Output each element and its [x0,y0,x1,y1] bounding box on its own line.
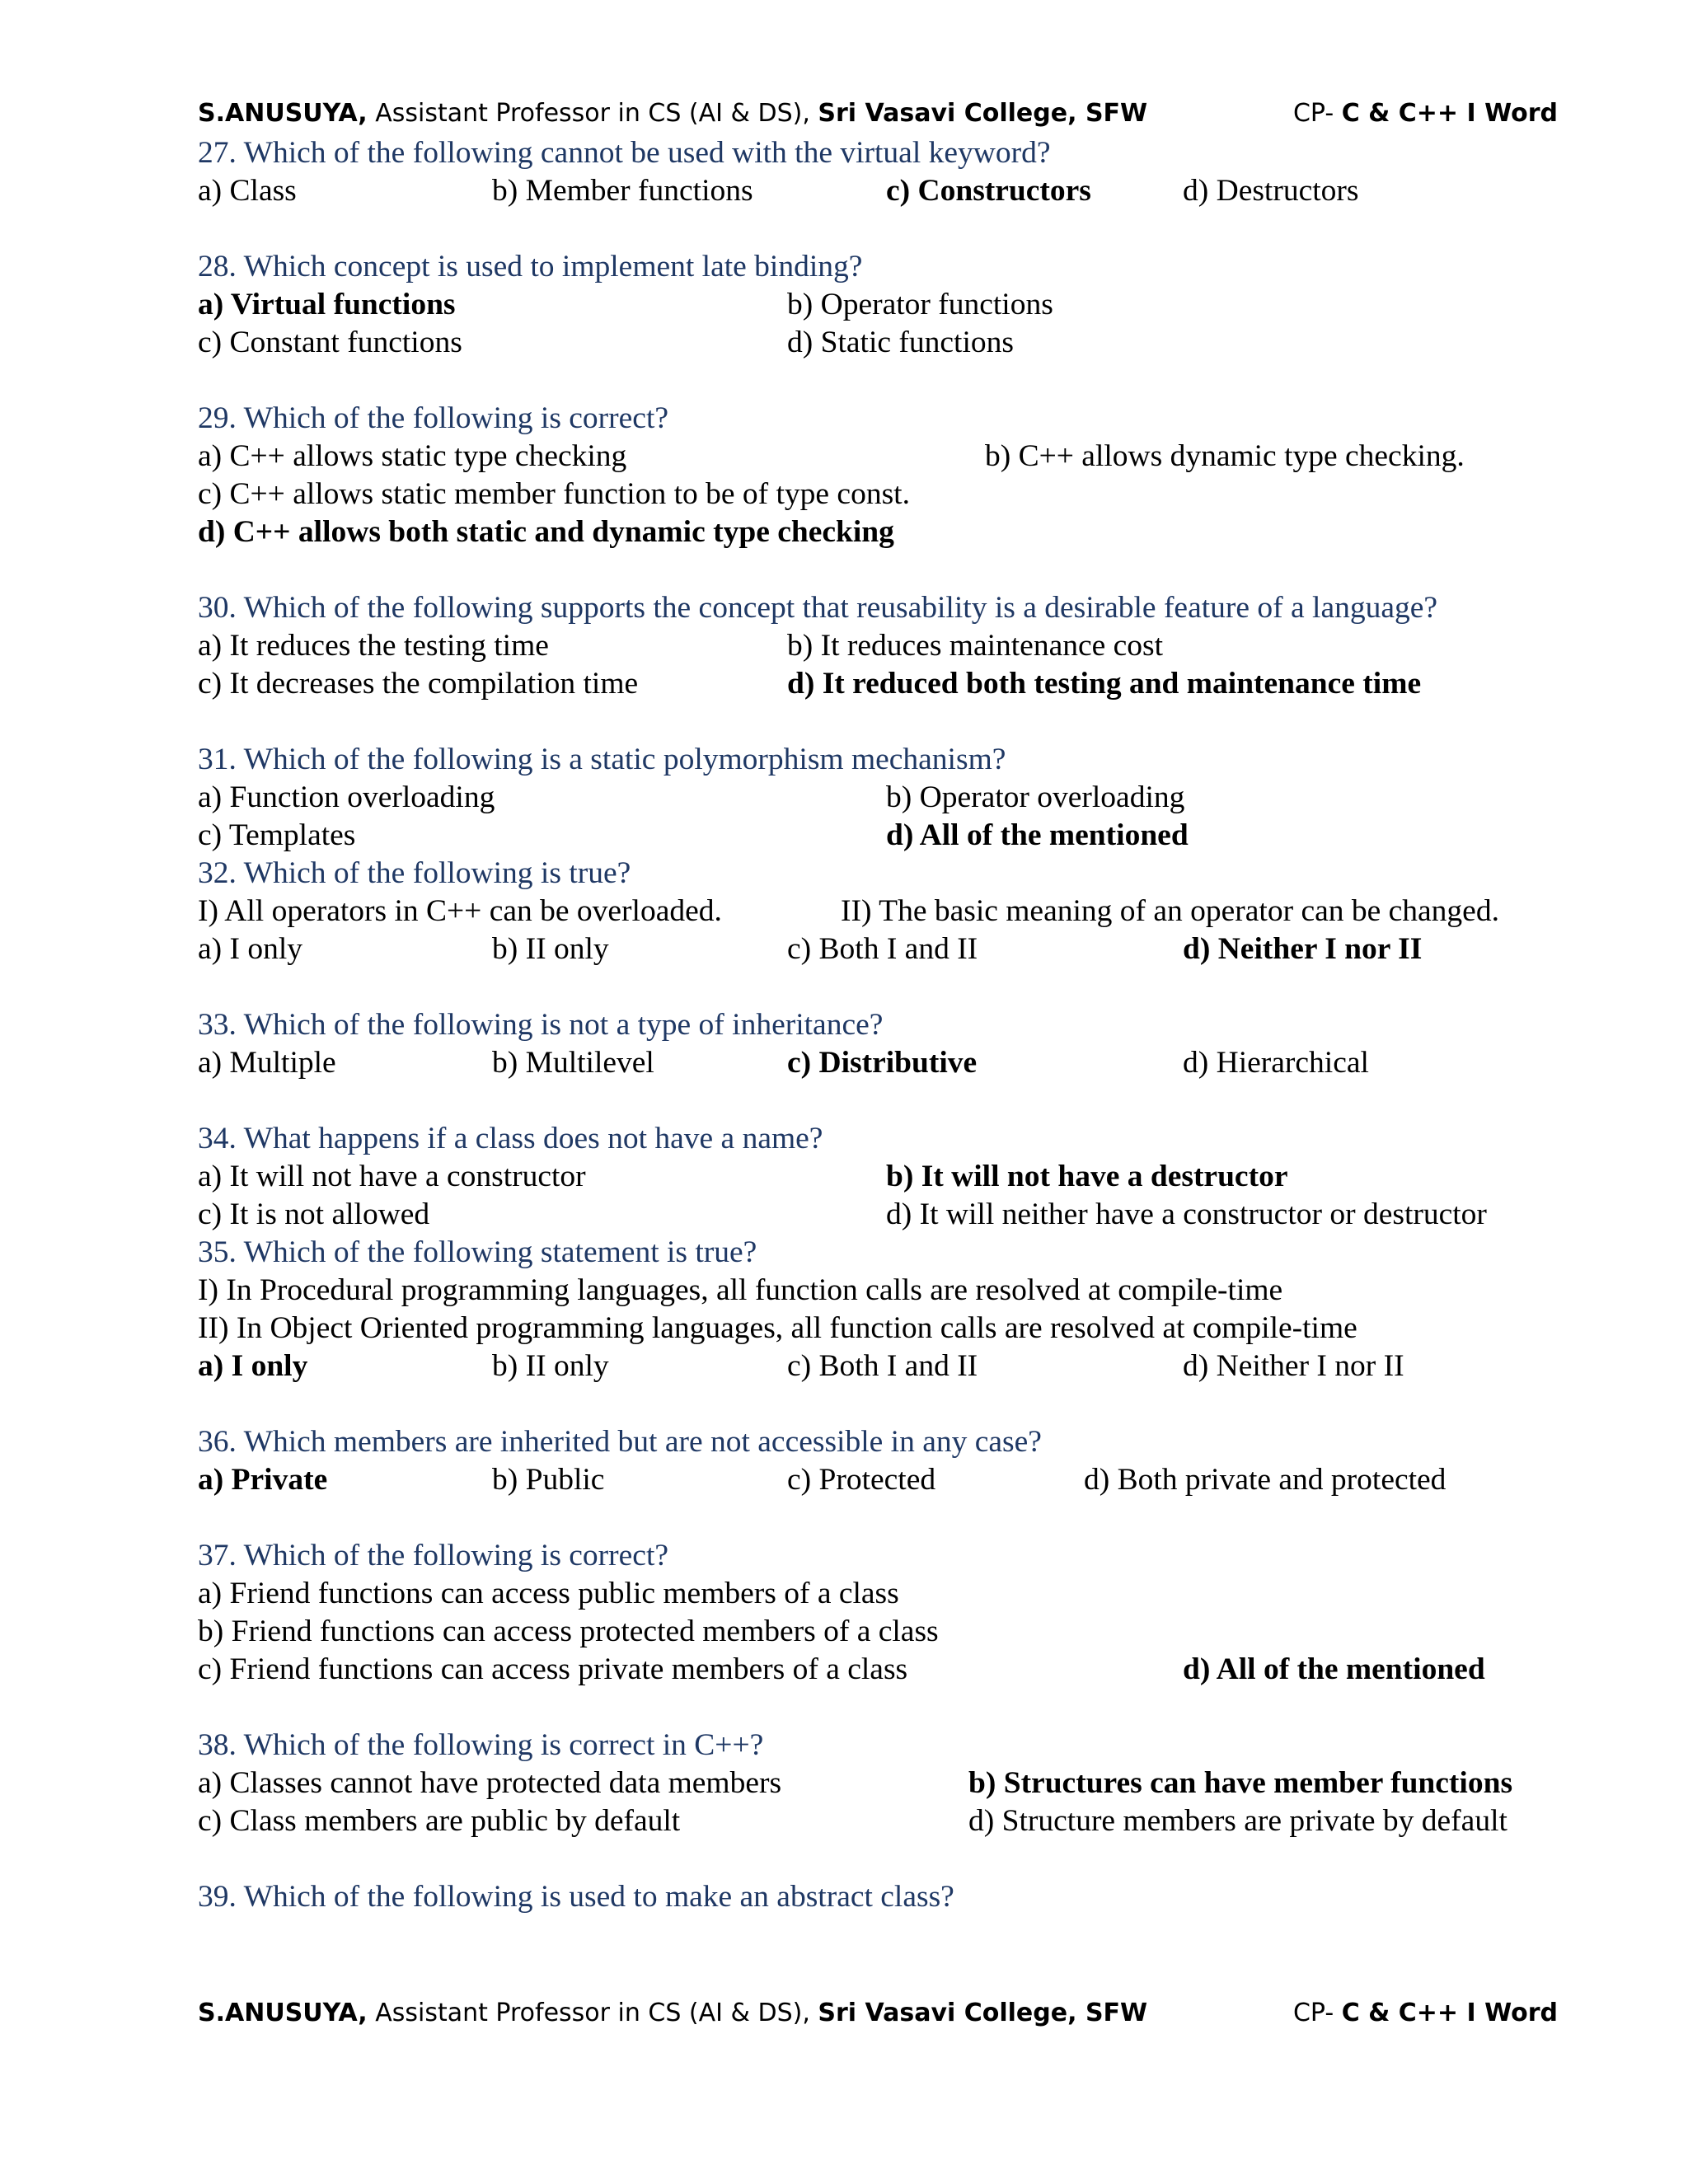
option-a: a) Function overloading [198,780,495,814]
option-d: d) Both private and protected [1084,1463,1447,1497]
question-27: 27. Which of the following cannot be used with the virtual keyword? [198,136,1051,170]
question-35: 35. Which of the following statement is true? [198,1235,757,1269]
option-c: c) It decreases the compilation time [198,667,639,701]
option-c: c) Friend functions can access private members of a class [198,1652,908,1686]
question-31: 31. Which of the following is a static polymorphism mechanism? [198,743,1006,776]
option-d-answer: d) All of the mentioned [886,818,1189,852]
statement-1: I) All operators in C++ can be overloaded. [198,894,722,928]
option-c: c) Both I and II [787,932,978,966]
question-39: 39. Which of the following is used to make an abstract class? [198,1880,954,1914]
option-c: c) Protected [787,1463,936,1497]
question-38: 38. Which of the following is correct in C++? [198,1728,764,1762]
option-b: b) C++ allows dynamic type checking. [985,439,1465,473]
option-c-answer: c) Distributive [787,1046,978,1080]
option-b-answer: b) It will not have a destructor [886,1160,1288,1193]
option-a: a) I only [198,932,303,966]
statement-1: I) In Procedural programming languages, all function calls are resolved at compile-time [198,1273,1283,1307]
option-a: a) It reduces the testing time [198,629,549,663]
question-37: 37. Which of the following is correct? [198,1539,669,1572]
option-a-answer: a) I only [198,1349,308,1383]
option-b: b) II only [492,932,609,966]
page-header [198,99,1558,137]
option-c-answer: c) Constructors [886,174,1091,208]
option-a: a) C++ allows static type checking [198,439,627,473]
option-b: b) Operator overloading [886,780,1185,814]
option-a: a) Class [198,174,297,208]
question-30: 30. Which of the following supports the concept that reusability is a desirable feature of a language? [198,591,1438,625]
header-college: Sri Vasavi College, SFW [818,99,1148,128]
page-footer [198,1999,1558,2036]
option-d-answer: d) C++ allows both static and dynamic type checking [198,515,894,549]
option-c: c) Constant functions [198,326,462,359]
option-b-answer: b) Structures can have member functions [968,1766,1513,1800]
option-d-answer: d) It reduced both testing and maintenance time [787,667,1422,701]
option-d: d) Structure members are private by default [968,1804,1507,1838]
option-c: c) It is not allowed [198,1197,430,1231]
option-b: b) Member functions [492,174,753,208]
option-a-answer: a) Private [198,1463,328,1497]
question-34: 34. What happens if a class does not have a name? [198,1122,823,1155]
option-d: d) Static functions [787,326,1014,359]
option-a: a) Multiple [198,1046,336,1080]
footer-college: Sri Vasavi College, SFW [818,1999,1148,2027]
option-a: a) It will not have a constructor [198,1160,586,1193]
statement-2: II) In Object Oriented programming languages, all function calls are resolved at compile-time [198,1311,1357,1345]
footer-author: S.ANUSUYA, [198,1999,368,2027]
header-role: Assistant Professor in CS (AI & DS), [367,99,818,128]
option-a: a) Classes cannot have protected data members [198,1766,782,1800]
statement-2: II) The basic meaning of an operator can be changed. [841,894,1499,928]
header-author: S.ANUSUYA, [198,99,368,128]
footer-role: Assistant Professor in CS (AI & DS), [367,1999,818,2027]
option-d: d) Destructors [1183,174,1359,208]
option-c: c) C++ allows static member function to be of type const. [198,477,910,511]
option-d: d) It will neither have a constructor or destructor [886,1197,1487,1231]
option-b: b) II only [492,1349,609,1383]
option-c: c) Templates [198,818,356,852]
option-c: c) Both I and II [787,1349,978,1383]
question-28: 28. Which concept is used to implement late binding? [198,250,863,284]
option-c: c) Class members are public by default [198,1804,681,1838]
option-b: b) Public [492,1463,605,1497]
question-33: 33. Which of the following is not a type of inheritance? [198,1008,884,1042]
option-b: b) Friend functions can access protected members of a class [198,1615,939,1648]
option-d-answer: d) All of the mentioned [1183,1652,1485,1686]
footer-course: C & C++ I Word [1341,1999,1558,2027]
option-b: b) Operator functions [787,288,1053,321]
question-36: 36. Which members are inherited but are not accessible in any case? [198,1425,1042,1459]
header-course-prefix: CP- [1292,99,1342,128]
option-d: d) Hierarchical [1183,1046,1369,1080]
option-d: d) Neither I nor II [1183,1349,1404,1383]
option-b: b) Multilevel [492,1046,654,1080]
option-b: b) It reduces maintenance cost [787,629,1164,663]
question-32: 32. Which of the following is true? [198,856,631,890]
header-course: C & C++ I Word [1341,99,1558,128]
option-d-answer: d) Neither I nor II [1183,932,1423,966]
question-29: 29. Which of the following is correct? [198,401,669,435]
footer-course-prefix: CP- [1292,1999,1342,2027]
option-a: a) Friend functions can access public members of a class [198,1577,899,1610]
option-a-answer: a) Virtual functions [198,288,456,321]
